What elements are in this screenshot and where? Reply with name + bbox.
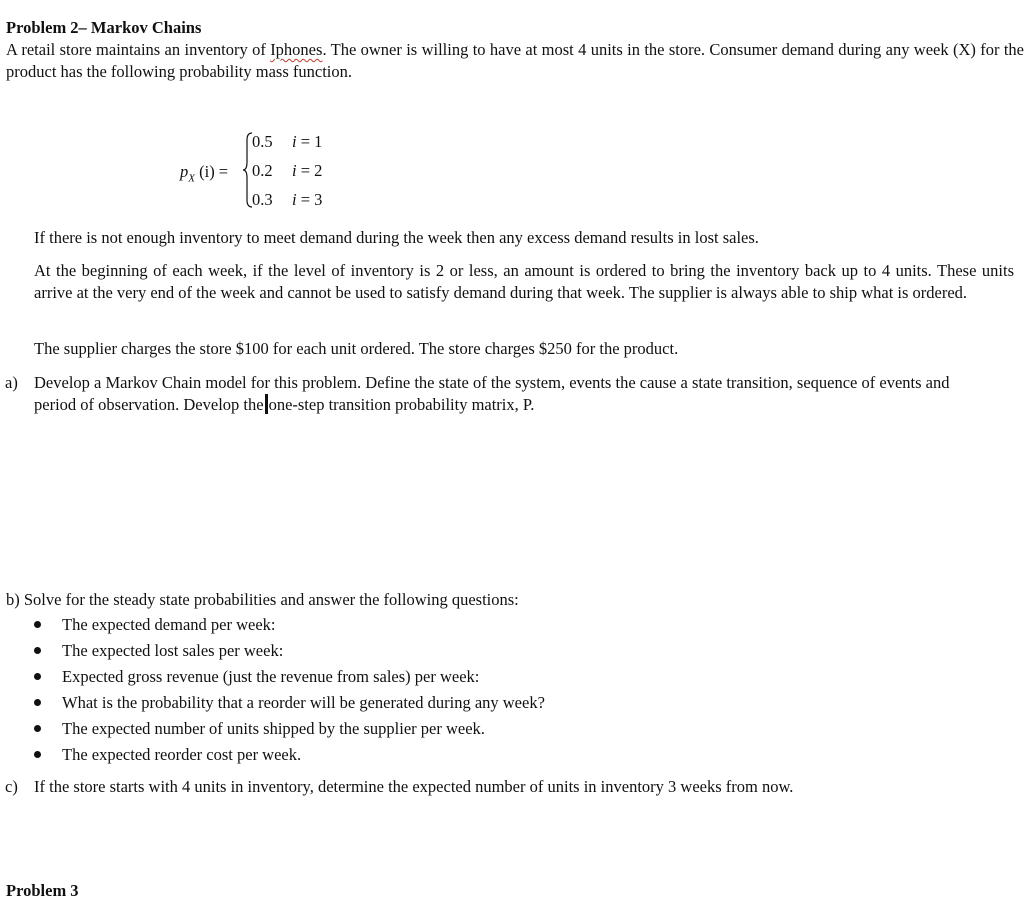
- list-item: What is the probability that a reorder will be generated during any week?: [34, 692, 934, 718]
- next-problem-heading: Problem 3: [6, 881, 79, 900]
- pmf-value-2: 0.2: [252, 161, 273, 180]
- part-a-text: [34, 372, 994, 416]
- part-a-label: a): [5, 373, 18, 392]
- pmf-lhs-sub: X: [188, 172, 195, 185]
- list-item: The expected lost sales per week:: [34, 640, 934, 666]
- part-a-text-start: Develop a Markov Chain model for this problem. Define the state of the system, events the cause a state transition, sequence of events and period of observation. Develop the: [34, 373, 950, 414]
- list-item: The expected reorder cost per week.: [34, 744, 934, 770]
- pmf-formula: [180, 128, 380, 218]
- list-item: The expected demand per week:: [34, 614, 934, 640]
- part-c-label: c): [5, 777, 18, 796]
- pmf-value-1: 0.5: [252, 132, 273, 151]
- list-item: Expected gross revenue (just the revenue from sales) per week:: [34, 666, 934, 692]
- problem-title: Problem 2– Markov Chains: [6, 18, 202, 37]
- lost-sales-paragraph: If there is not enough inventory to meet demand during the week then any excess demand results in lost sales.: [34, 228, 759, 247]
- ordering-paragraph: At the beginning of each week, if the level of inventory is 2 or less, an amount is ordered to bring the inventory back up to 4 units. These units arrive at the very end of the week and cannot be used to satisfy demand during that week. The supplier is always able to ship what is ordered.: [34, 261, 1014, 302]
- bullet-icon: [34, 673, 41, 680]
- part-a-text-end: one-step transition probability matrix, P.: [268, 395, 535, 414]
- pmf-lhs: [180, 161, 228, 189]
- bullet-icon: [34, 725, 41, 732]
- intro-text-start: A retail store maintains an inventory of: [6, 40, 271, 59]
- pmf-condition-2: i = 2: [292, 161, 323, 180]
- bullet-icon: [34, 621, 41, 628]
- bullet-icon: [34, 751, 41, 758]
- bullet-icon: [34, 647, 41, 654]
- problem-intro: [6, 39, 1024, 83]
- part-c-text: If the store starts with 4 units in inventory, determine the expected number of units in inventory 3 weeks from now.: [34, 777, 794, 796]
- pmf-value-3: 0.3: [252, 190, 273, 209]
- text-cursor: [265, 394, 268, 414]
- part-b-intro: b) Solve for the steady state probabilities and answer the following questions:: [6, 590, 519, 609]
- misspelled-word[interactable]: Iphones: [270, 40, 323, 59]
- pmf-lhs-arg: (i) =: [199, 162, 229, 181]
- pmf-condition-3: i = 3: [292, 190, 323, 209]
- pmf-lhs-p: p: [180, 162, 189, 181]
- part-b-list: [34, 614, 934, 770]
- bullet-icon: [34, 699, 41, 706]
- list-item: The expected number of units shipped by the supplier per week.: [34, 718, 934, 744]
- pmf-condition-1: i = 1: [292, 132, 323, 151]
- intro-text-end: . The owner is willing to have at most 4 units in the store. Consumer demand during any week (X) for the product has the following probability mass function.: [6, 40, 1024, 81]
- pricing-paragraph: The supplier charges the store $100 for each unit ordered. The store charges $250 for the product.: [34, 339, 679, 358]
